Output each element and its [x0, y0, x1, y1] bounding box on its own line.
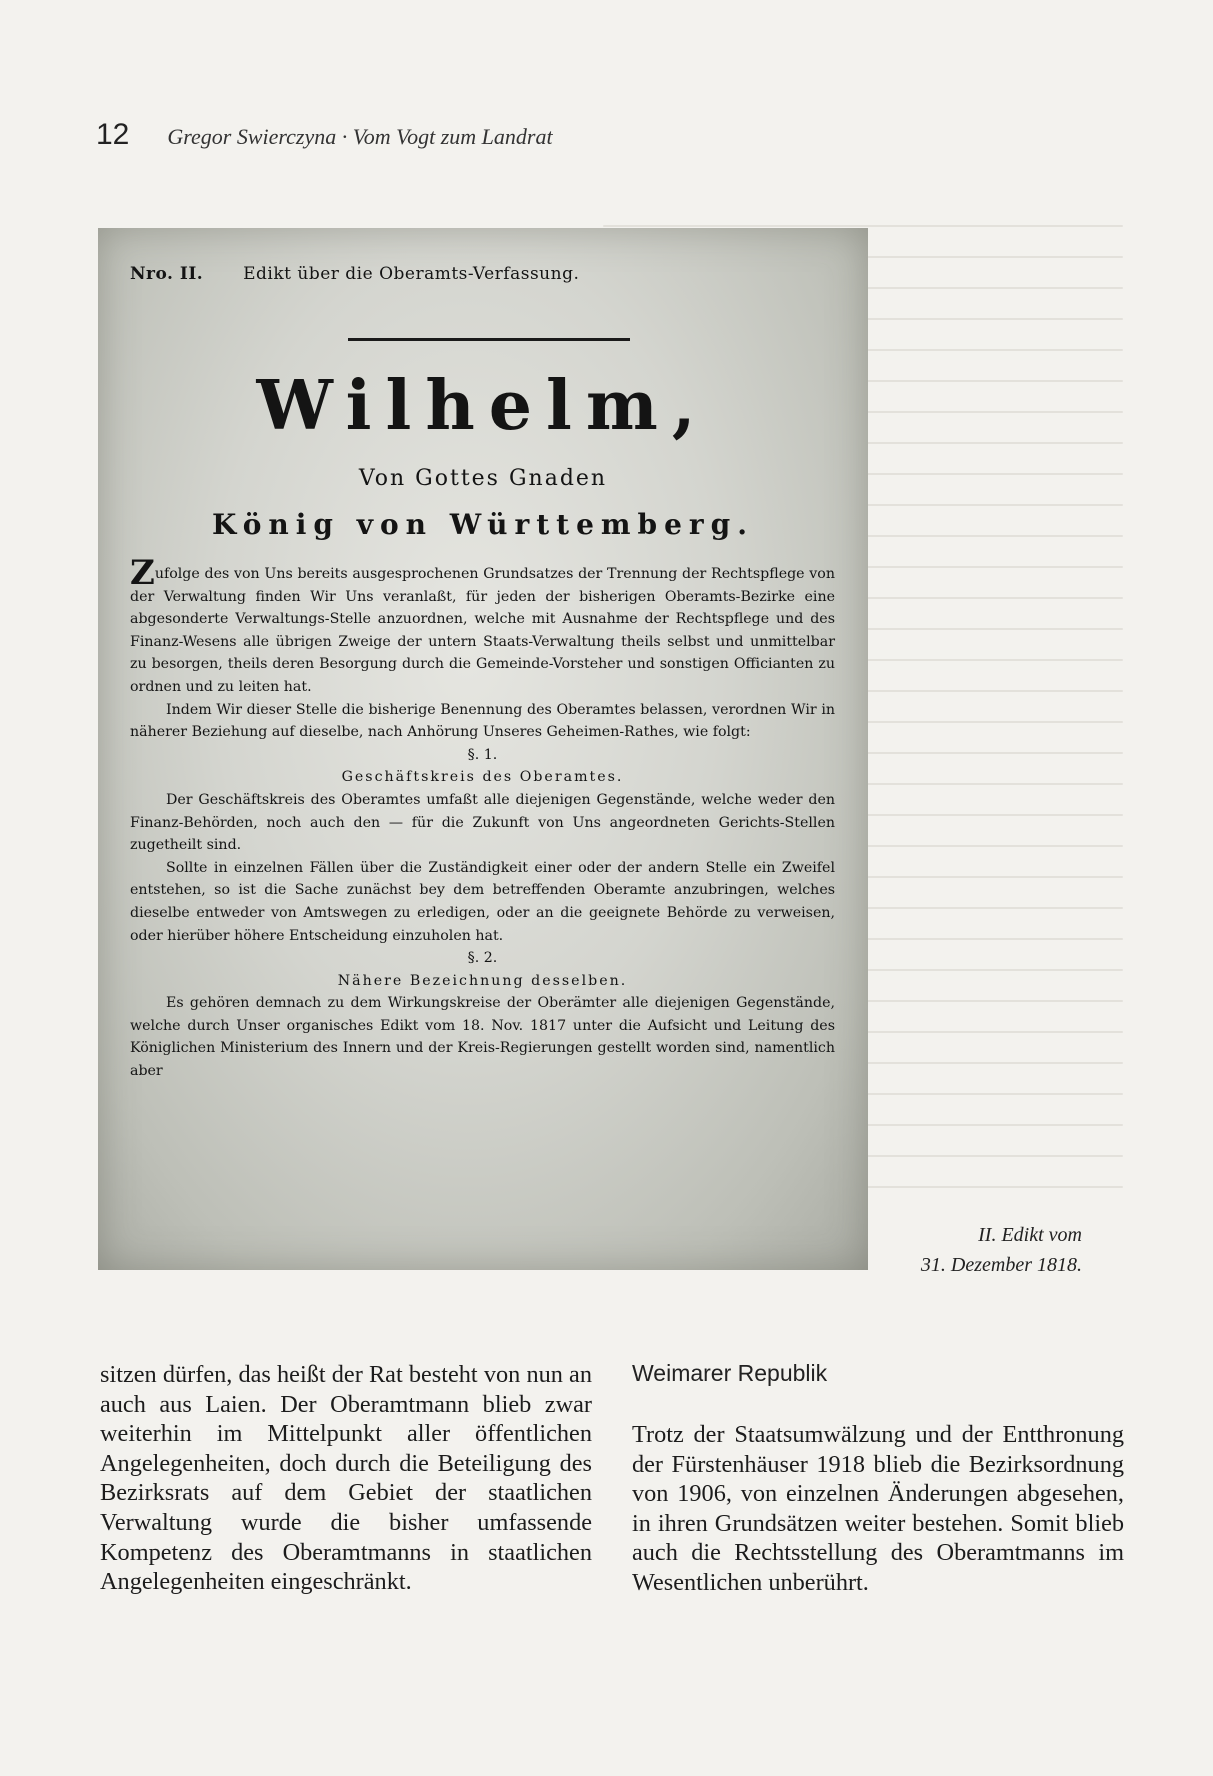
edict-body — [130, 553, 835, 1083]
left-column — [100, 1360, 592, 1597]
drop-cap: Z — [130, 553, 155, 593]
section-heading: Weimarer Republik — [632, 1360, 828, 1386]
edict-intro — [130, 553, 835, 699]
by-grace-line: Von Gottes Gnaden — [358, 466, 608, 491]
section-1-title: Geschäftskreis des Oberamtes. — [341, 769, 624, 786]
edict-intro-text: ufolge des von Uns bereits ausgesprochenen Grundsatzes der Trennung der Rechtspflege von der Verwaltung finden Wir Uns veranlaßt, für jeden der bisherigen Oberamts-Bezirke eine abgesonderte Verwaltungs-Stelle anzuordnen, welche mit Ausnahme der Rechtspflege und des Finanz-Wesens alle übrigen Zweige der untern Staats-Verwaltung theils selbst und unmittelbar zu besorgen, theils deren Besorgung durch die Gemeinde-Vorsteher und sonstigen Officianten zu ordnen und zu leiten hat. — [130, 566, 835, 695]
caption-line-1: II. Edikt vom — [978, 1224, 1082, 1246]
king-title: König von Württemberg. — [212, 508, 754, 541]
section-1-paragraph-2: Sollte in einzelnen Fällen über die Zuständigkeit einer oder der andern Stelle ein Zweifel entstehen, so ist die Sache zunächst bey dem betreffenden Oberamte anzubringen, welches dieselbe entweder von Amtswegen zu erledigen, oder an die geeignete Behörde zu verweisen, oder hierüber höhere Entscheidung einzuholen hat. — [130, 859, 835, 944]
section-2-number: §. 2. — [467, 950, 498, 967]
edict-header — [130, 264, 579, 284]
edict-facsimile-image — [98, 228, 868, 1270]
left-column-paragraph: sitzen dürfen, das heißt der Rat besteht von nun an auch aus Laien. Der Oberamtmann blieb zwar weiterhin im Mittelpunkt aller öffentlichen Angelegenheiten, doch durch die Beteiligung des Bezirksrats auf dem Gebiet der staatlichen Verwaltung wurde die bisher umfassende Kompetenz des Oberamtmanns in staatlichen Angelegenheiten eingeschränkt. — [100, 1361, 592, 1596]
page-header — [96, 118, 553, 152]
edict-title: Edikt über die Oberamts-Verfassung. — [243, 264, 580, 284]
section-1-number: §. 1. — [467, 746, 498, 763]
section-2-title: Nähere Bezeichnung desselben. — [337, 972, 628, 989]
running-head: Gregor Swierczyna · Vom Vogt zum Landrat — [167, 124, 553, 149]
edict-number: Nro. II. — [130, 264, 204, 284]
right-column — [632, 1420, 1124, 1598]
divider — [348, 338, 630, 341]
figure-caption — [921, 1220, 1082, 1280]
section-2-paragraph-1: Es gehören demnach zu dem Wirkungskreise der Oberämter alle diejenigen Gegenstände, welche durch Unser organisches Edikt vom 18. Nov. 1817 unter die Aufsicht und Leitung des Königlichen Ministerium des Innern und der Kreis-Regierungen gestellt worden sind, namentlich aber — [130, 995, 835, 1080]
caption-line-2: 31. Dezember 1818. — [920, 1254, 1082, 1276]
right-column-paragraph: Trotz der Staatsumwälzung und der Entthronung der Fürstenhäuser 1918 blieb die Bezirksordnung von 1906, von einzelnen Änderungen abgesehen, in ihren Grundsätzen weiter bestehen. Somit blieb auch die Rechtsstellung des Oberamtmanns im Wesentlichen unberührt. — [632, 1421, 1124, 1596]
page-number: 12 — [96, 118, 130, 151]
king-name: Wilhelm, — [256, 366, 710, 446]
section-1-paragraph-1: Der Geschäftskreis des Oberamtes umfaßt alle diejenigen Gegenstände, welche weder den Finanz-Behörden, noch auch den — für die Zukunft von Uns angeordneten Gerichts-Stellen zugetheilt sind. — [130, 791, 835, 854]
edict-intro-2: Indem Wir dieser Stelle die bisherige Benennung des Oberamtes belassen, verordnen Wir in näherer Beziehung auf dieselbe, nach Anhörung Unseres Geheimen-Rathes, wie folgt: — [130, 701, 835, 741]
